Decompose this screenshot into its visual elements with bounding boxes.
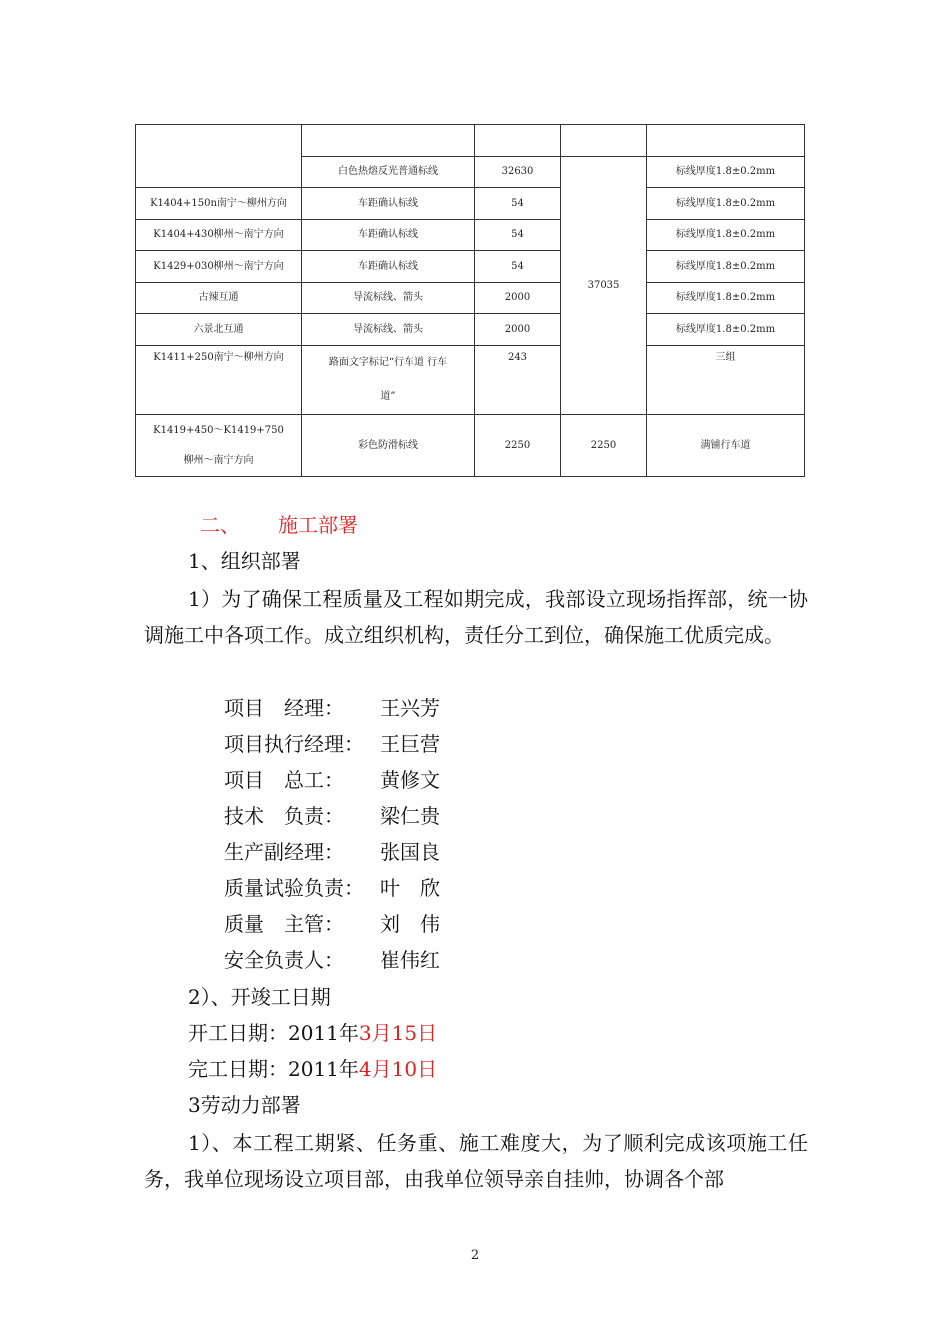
table-row [136, 220, 805, 251]
table-cell-note: 标线厚度1.8±0.2mm [647, 188, 805, 220]
table-row [136, 283, 805, 314]
table-cell-item: 车距确认标线 [302, 188, 475, 220]
staff-name: 刘 伟 [380, 912, 440, 936]
start-date-line [188, 1018, 437, 1048]
table-cell-item: 导流标线、箭头 [302, 283, 475, 314]
location-line: K1419+450～K1419+750 [153, 424, 284, 436]
table-cell-note: 满铺行车道 [647, 415, 805, 477]
table-cell-qty [475, 125, 561, 157]
staff-name: 黄修文 [380, 768, 440, 792]
staff-row [224, 801, 440, 831]
staff-row [224, 909, 440, 939]
org-paragraph: 1）为了确保工程质量及工程如期完成，我部设立现场指挥部，统一协调施工中各项工作。成立组织机构，责任分工到位，确保施工优质完成。 [144, 587, 808, 647]
start-date-value: 3月15日 [358, 1021, 438, 1045]
staff-name: 张国良 [380, 840, 440, 864]
table-cell-qty: 2250 [475, 415, 561, 477]
table-cell-qty: 2000 [475, 283, 561, 314]
dates-heading: 2）、开竣工日期 [188, 985, 331, 1009]
end-date-label: 完工日期：2011年 [188, 1057, 359, 1081]
staff-name: 梁仁贵 [380, 804, 440, 828]
table-row [136, 415, 805, 477]
staff-role: 项目执行经理： [224, 732, 364, 756]
table-cell-item: 车距确认标线 [302, 251, 475, 283]
table-cell-qty: 54 [475, 188, 561, 220]
table-cell-merged-total: 37035 [561, 157, 647, 415]
labor-paragraph: 1）、本工程工期紧、任务重、施工难度大，为了顺利完成该项施工任务，我单位现场设立项目部，由我单位领导亲自挂帅，协调各个部 [144, 1131, 808, 1191]
staff-role: 安全负责人： [224, 948, 344, 972]
end-date-line [188, 1054, 437, 1084]
staff-name: 王兴芳 [380, 696, 440, 720]
table-cell-location [136, 125, 302, 188]
table-cell-location [136, 415, 302, 477]
staff-name: 崔伟红 [380, 948, 440, 972]
table-cell-qty: 2000 [475, 314, 561, 346]
start-date-label: 开工日期：2011年 [188, 1021, 359, 1045]
table-cell-location: K1411+250南宁～柳州方向 [136, 346, 302, 415]
page-number: 2 [470, 1248, 480, 1263]
table-cell-qty: 32630 [475, 157, 561, 188]
staff-role: 生产副经理： [224, 840, 344, 864]
marking-quantity-table [135, 124, 805, 477]
table-cell-location: K1429+030柳州～南宁方向 [136, 251, 302, 283]
table-cell-note: 标线厚度1.8±0.2mm [647, 220, 805, 251]
table-cell-note: 标线厚度1.8±0.2mm [647, 283, 805, 314]
org-heading: 1、组织部署 [188, 549, 301, 573]
table-cell-note: 三组 [647, 346, 805, 415]
table-cell-note: 标线厚度1.8±0.2mm [647, 314, 805, 346]
staff-role: 项目 经理： [224, 696, 344, 720]
table-cell-item [302, 125, 475, 157]
table-cell-item: 路面文字标记“行车道 行车道” [302, 346, 475, 415]
staff-role: 质量试验负责： [224, 876, 364, 900]
staff-role: 项目 总工： [224, 768, 344, 792]
labor-heading: 3劳动力部署 [188, 1093, 301, 1117]
staff-row [224, 945, 440, 975]
table-cell-note [647, 125, 805, 157]
table-cell-note: 标线厚度1.8±0.2mm [647, 251, 805, 283]
staff-row [224, 873, 440, 903]
staff-row [224, 765, 440, 795]
staff-row [224, 693, 440, 723]
table-cell-total: 2250 [561, 415, 647, 477]
table-cell-item: 导流标线、箭头 [302, 314, 475, 346]
table-cell-qty: 54 [475, 251, 561, 283]
table-cell-total [561, 125, 647, 157]
table-cell-qty: 243 [475, 346, 561, 415]
table-cell-location: 古辣互通 [136, 283, 302, 314]
table-row [136, 346, 805, 415]
table-cell-note: 标线厚度1.8±0.2mm [647, 157, 805, 188]
table-row [136, 251, 805, 283]
table-cell-qty: 54 [475, 220, 561, 251]
end-date-value: 4月10日 [358, 1057, 438, 1081]
staff-name: 叶 欣 [380, 876, 440, 900]
table-row [136, 188, 805, 220]
table-row [136, 125, 805, 157]
staff-role: 质量 主管： [224, 912, 344, 936]
table-cell-location: K1404+430柳州～南宁方向 [136, 220, 302, 251]
staff-row [224, 837, 440, 867]
section-title: 施工部署 [278, 513, 358, 537]
table-cell-location: 六景北互通 [136, 314, 302, 346]
table-row [136, 314, 805, 346]
table-cell-item: 白色热熔反光普通标线 [302, 157, 475, 188]
staff-role: 技术 负责： [224, 804, 344, 828]
table-cell-item: 车距确认标线 [302, 220, 475, 251]
staff-row [224, 729, 440, 759]
staff-name: 王巨营 [380, 732, 440, 756]
section-number: 二、 [200, 513, 240, 537]
location-line: 柳州～南宁方向 [183, 454, 254, 466]
table-cell-item: 彩色防滑标线 [302, 415, 475, 477]
table-cell-location: K1404+150n南宁～柳州方向 [136, 188, 302, 220]
